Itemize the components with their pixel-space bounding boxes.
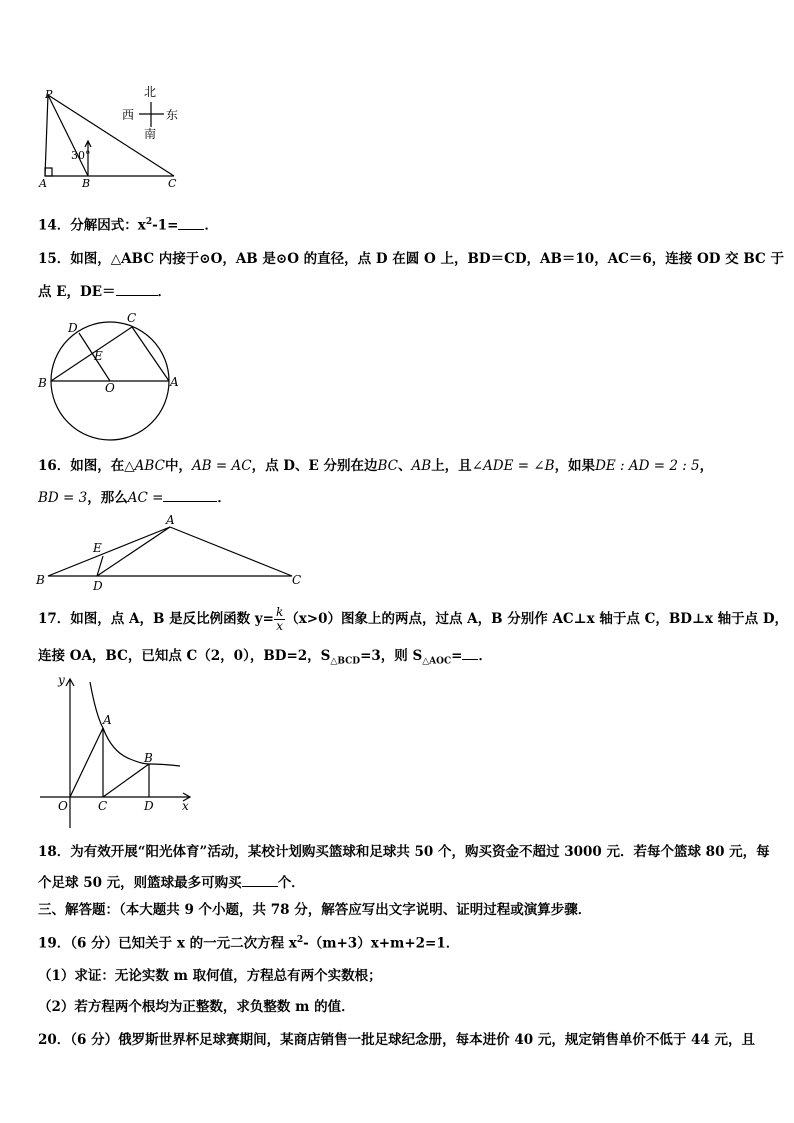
label-e: E: [93, 541, 102, 555]
math-expr: DE : AD = 2 : 5: [595, 458, 700, 474]
question-number: 17．: [38, 611, 71, 627]
question-text: ．: [204, 217, 218, 234]
question-15-line2: [38, 281, 171, 302]
compass-west: 西: [122, 108, 135, 122]
label-y: y: [58, 673, 65, 687]
question-text: ，那么: [87, 490, 128, 506]
label-angle: 30°: [71, 149, 91, 162]
q13-figure: [30, 80, 200, 195]
question-text: -1=: [152, 217, 179, 234]
question-text: 连接 OA，BC，已知点 C（2，0），BD=2，S: [38, 648, 331, 664]
question-text: ，: [699, 458, 714, 474]
label-d: D: [144, 799, 154, 813]
math-expr: AC =: [127, 490, 164, 506]
label-a: A: [170, 375, 179, 389]
question-16-line1: [38, 456, 713, 476]
question-text: ．: [478, 648, 492, 664]
question-19-part2: [38, 997, 355, 1017]
question-text: 如图，点 A，B 是反比例函数 y=: [70, 611, 274, 627]
compass-north: 北: [144, 85, 157, 99]
question-19-part1: [38, 966, 382, 986]
question-number: 19．: [38, 935, 71, 952]
math-expr: BC: [377, 458, 399, 474]
question-text: ，如果: [554, 458, 596, 474]
answer-blank: [116, 281, 158, 296]
label-o: O: [105, 381, 115, 395]
question-text: 个足球 50 元，则篮球最多可购买: [38, 875, 242, 891]
label-a: A: [103, 713, 112, 727]
question-18-line1: [38, 842, 770, 862]
answer-blank: [163, 487, 217, 502]
math-expr: BD = 3: [38, 490, 88, 506]
question-text: （2）若方程两个根均为正整数，求负整数 m 的值．: [38, 999, 355, 1015]
label-b: B: [38, 376, 47, 390]
label-a: A: [39, 177, 47, 190]
section-title: 三、解答题：（本大题共 9 个小题，共 78 分，解答应写出文字说明、证明过程或演算步骤．: [38, 902, 592, 918]
label-c: C: [127, 311, 137, 325]
label-b: B: [82, 177, 91, 190]
q15-figure: [30, 308, 190, 448]
question-number: 16．: [38, 458, 71, 474]
math-expr: AB = AC: [191, 458, 252, 474]
subscript: △BCD: [330, 656, 361, 667]
section-heading: [38, 900, 591, 920]
answer-blank: [178, 215, 204, 230]
exponent: 2: [296, 935, 304, 945]
question-text: 分解因式：x: [70, 217, 146, 234]
question-19-stem: [38, 930, 459, 954]
question-text: =3，则 S: [360, 648, 423, 664]
question-number: 20．: [38, 1032, 71, 1048]
question-text: 中，: [164, 458, 192, 474]
label-e: E: [94, 349, 103, 363]
label-c: C: [168, 177, 177, 190]
q16-figure: [30, 510, 320, 595]
question-text: ．: [157, 284, 171, 300]
question-text: （x>0）图象上的两点，过点 A，B 分别作 AC⊥x 轴于点 C，BD⊥x 轴于点 D，: [285, 611, 789, 627]
question-text: ，点 D、E 分别在边: [251, 458, 378, 474]
label-d: D: [93, 579, 103, 593]
fraction-numerator: k: [275, 605, 284, 619]
question-number: 18．: [38, 844, 71, 860]
fraction-k-over-x: [274, 606, 285, 633]
question-16-line2: [38, 487, 231, 508]
fraction-denominator: x: [276, 619, 283, 633]
math-expr: AB: [411, 458, 432, 474]
question-20: [38, 1030, 755, 1050]
question-number: 15．: [38, 251, 71, 267]
question-text: 个．: [277, 875, 305, 891]
answer-blank: [242, 872, 278, 887]
question-text: 上，且: [431, 458, 472, 474]
question-text: 、: [398, 458, 412, 474]
exponent: 2: [145, 217, 153, 227]
question-text: ．: [217, 490, 231, 506]
question-17-line2: [38, 645, 492, 672]
question-text: =: [451, 648, 463, 664]
question-15-line1: [38, 249, 784, 269]
label-p: P: [45, 88, 53, 101]
q17-figure: [30, 670, 210, 835]
question-text: 如图，△ABC 内接于⊙O，AB 是⊙O 的直径，点 D 在圆 O 上，BD＝CD，AB＝10，AC＝6，连接 OD 交 BC 于: [70, 251, 784, 267]
question-text: 点 E，DE＝: [38, 284, 116, 300]
label-c: C: [98, 799, 108, 813]
math-expr: ∠ADE = ∠B: [471, 458, 555, 474]
label-x: x: [182, 799, 189, 813]
label-b: B: [36, 573, 45, 587]
label-d: D: [68, 321, 78, 335]
question-text: （6 分）已知关于 x 的一元二次方程 x: [70, 935, 297, 952]
question-text: -（m+3）x+m+2=1．: [303, 935, 460, 952]
compass-south: 南: [144, 127, 157, 141]
compass-east: 东: [166, 108, 179, 122]
question-text: 为有效开展“阳光体育”活动，某校计划购买篮球和足球共 50 个，购买资金不超过 3000 元．若每个篮球 80 元，每: [70, 844, 770, 860]
question-text: （6 分）俄罗斯世界杯足球赛期间，某商店销售一批足球纪念册，每本进价 40 元，规定销售单价不低于 44 元，且: [70, 1032, 756, 1048]
question-text: （1）求证：无论实数 m 取何值，方程总有两个实数根；: [38, 968, 382, 984]
label-c: C: [292, 573, 302, 587]
question-14: [38, 212, 218, 236]
question-text: 如图，在: [70, 458, 125, 474]
label-o: O: [58, 799, 68, 813]
answer-blank: [462, 645, 478, 660]
subscript: △AOC: [422, 656, 452, 667]
math-expr: △ABC: [124, 458, 165, 474]
label-a: A: [166, 513, 175, 527]
question-number: 14．: [38, 217, 71, 234]
label-b: B: [144, 751, 153, 765]
question-17-line1: [38, 606, 788, 633]
question-18-line2: [38, 872, 305, 893]
